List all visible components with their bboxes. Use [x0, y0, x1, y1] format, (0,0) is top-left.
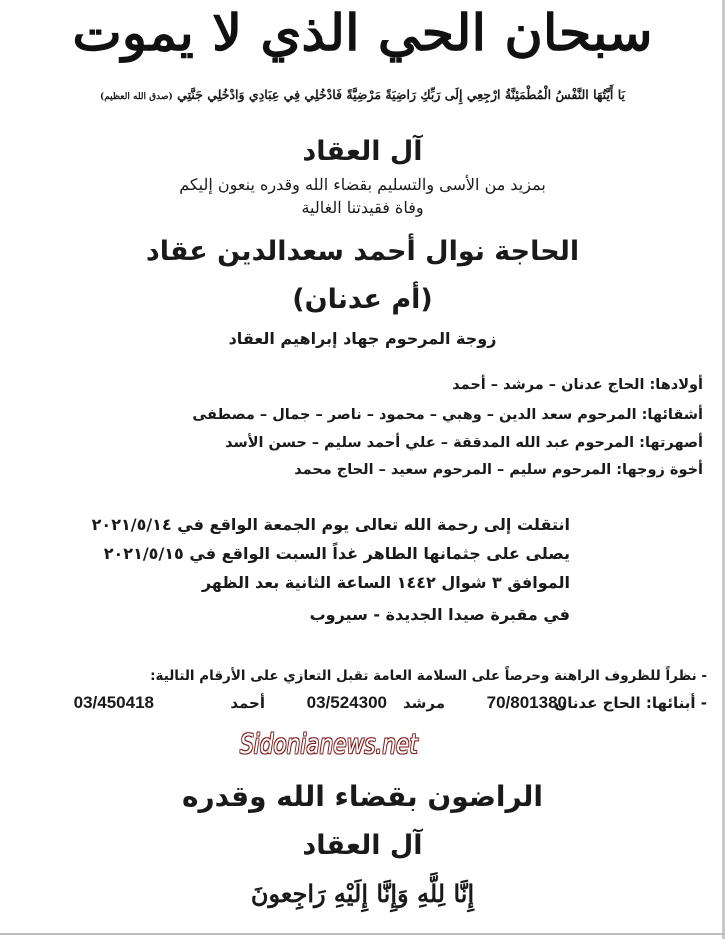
adnan-phone: 70/801380	[486, 693, 567, 712]
page-border-bottom	[0, 933, 725, 935]
verse-reference: (صدق الله العظيم)	[99, 92, 173, 102]
condolence-note: - نظراً للظروف الراهنة وحرصاً على السلامة العامة تقبل التعازي على الأرقام التالية:	[150, 668, 707, 684]
relatives-husband-brothers: أخوة زوجها: المرحوم سليم – المرحوم سعيد – الحاج محمد	[294, 462, 703, 478]
family-name-top: آل العقاد	[302, 136, 423, 167]
closing-line: الراضون بقضاء الله وقدره	[181, 780, 544, 813]
deceased-husband: زوجة المرحوم جهاد إبراهيم العقاد	[228, 329, 497, 348]
murshed-phone: 03/524300	[306, 693, 387, 712]
intro-line-2: وفاة فقيدتنا الغالية	[301, 198, 424, 217]
cemetery-line: في مقبرة صيدا الجديدة - سيروب	[309, 605, 570, 624]
intro-line-1: بمزيد من الأسى والتسليم بقضاء الله وقدره ينعون إليكم	[179, 175, 546, 194]
site-watermark: Sidonianews.net	[240, 729, 418, 760]
ahmad-phone: 03/450418	[73, 693, 154, 712]
verse-text: يَا أَيَّتُهَا النَّفْسُ الْمُطْمَئِنَّةُ ارْجِعِي إِلَى رَبِّكِ رَاضِيَةً مَرْضِيَّةً فَادْخُلِي فِي عِبَادِي وَادْخُلِي جَنَّتِي	[177, 87, 626, 102]
deceased-name: الحاجة نوال أحمد سعدالدين عقاد	[145, 236, 580, 267]
relatives-in-laws: أصهرتها: المرحوم عبد الله المدققة – علي أحمد سليم – حسن الأسد	[225, 435, 703, 451]
relatives-children: أولادها: الحاج عدنان – مرشد – أحمد	[452, 377, 703, 393]
murshed-label: مرشد	[402, 694, 445, 712]
ahmad-label: أحمد	[230, 694, 265, 712]
contact-label: - أبنائها: الحاج عدنان	[554, 694, 707, 712]
header-calligraphy: سبحان الحي الذي لا يموت	[72, 3, 653, 62]
quran-verse	[0, 86, 725, 106]
prayer-date-line: يصلى على جثمانها الطاهر غداً السبت الواقع في ٢٠٢١/٥/١٥	[103, 544, 570, 563]
quran-ending: إِنَّا لِلَّهِ وَإِنَّا إِلَيْهِ رَاجِعونَ	[250, 879, 475, 908]
death-date-line: انتقلت إلى رحمة الله تعالى يوم الجمعة الواقع في ٢٠٢١/٥/١٤	[91, 515, 570, 534]
relatives-siblings: أشقائها: المرحوم سعد الدين – وهبي – محمود – ناصر – جمال – مصطفى	[192, 407, 703, 423]
condolence-contacts	[17, 692, 707, 714]
family-name-bottom: آل العقاد	[302, 830, 423, 861]
deceased-nickname: (أم عدنان)	[292, 284, 433, 315]
hijri-time-line: الموافق ٣ شوال ١٤٤٢ الساعة الثانية بعد الظهر	[201, 573, 570, 592]
